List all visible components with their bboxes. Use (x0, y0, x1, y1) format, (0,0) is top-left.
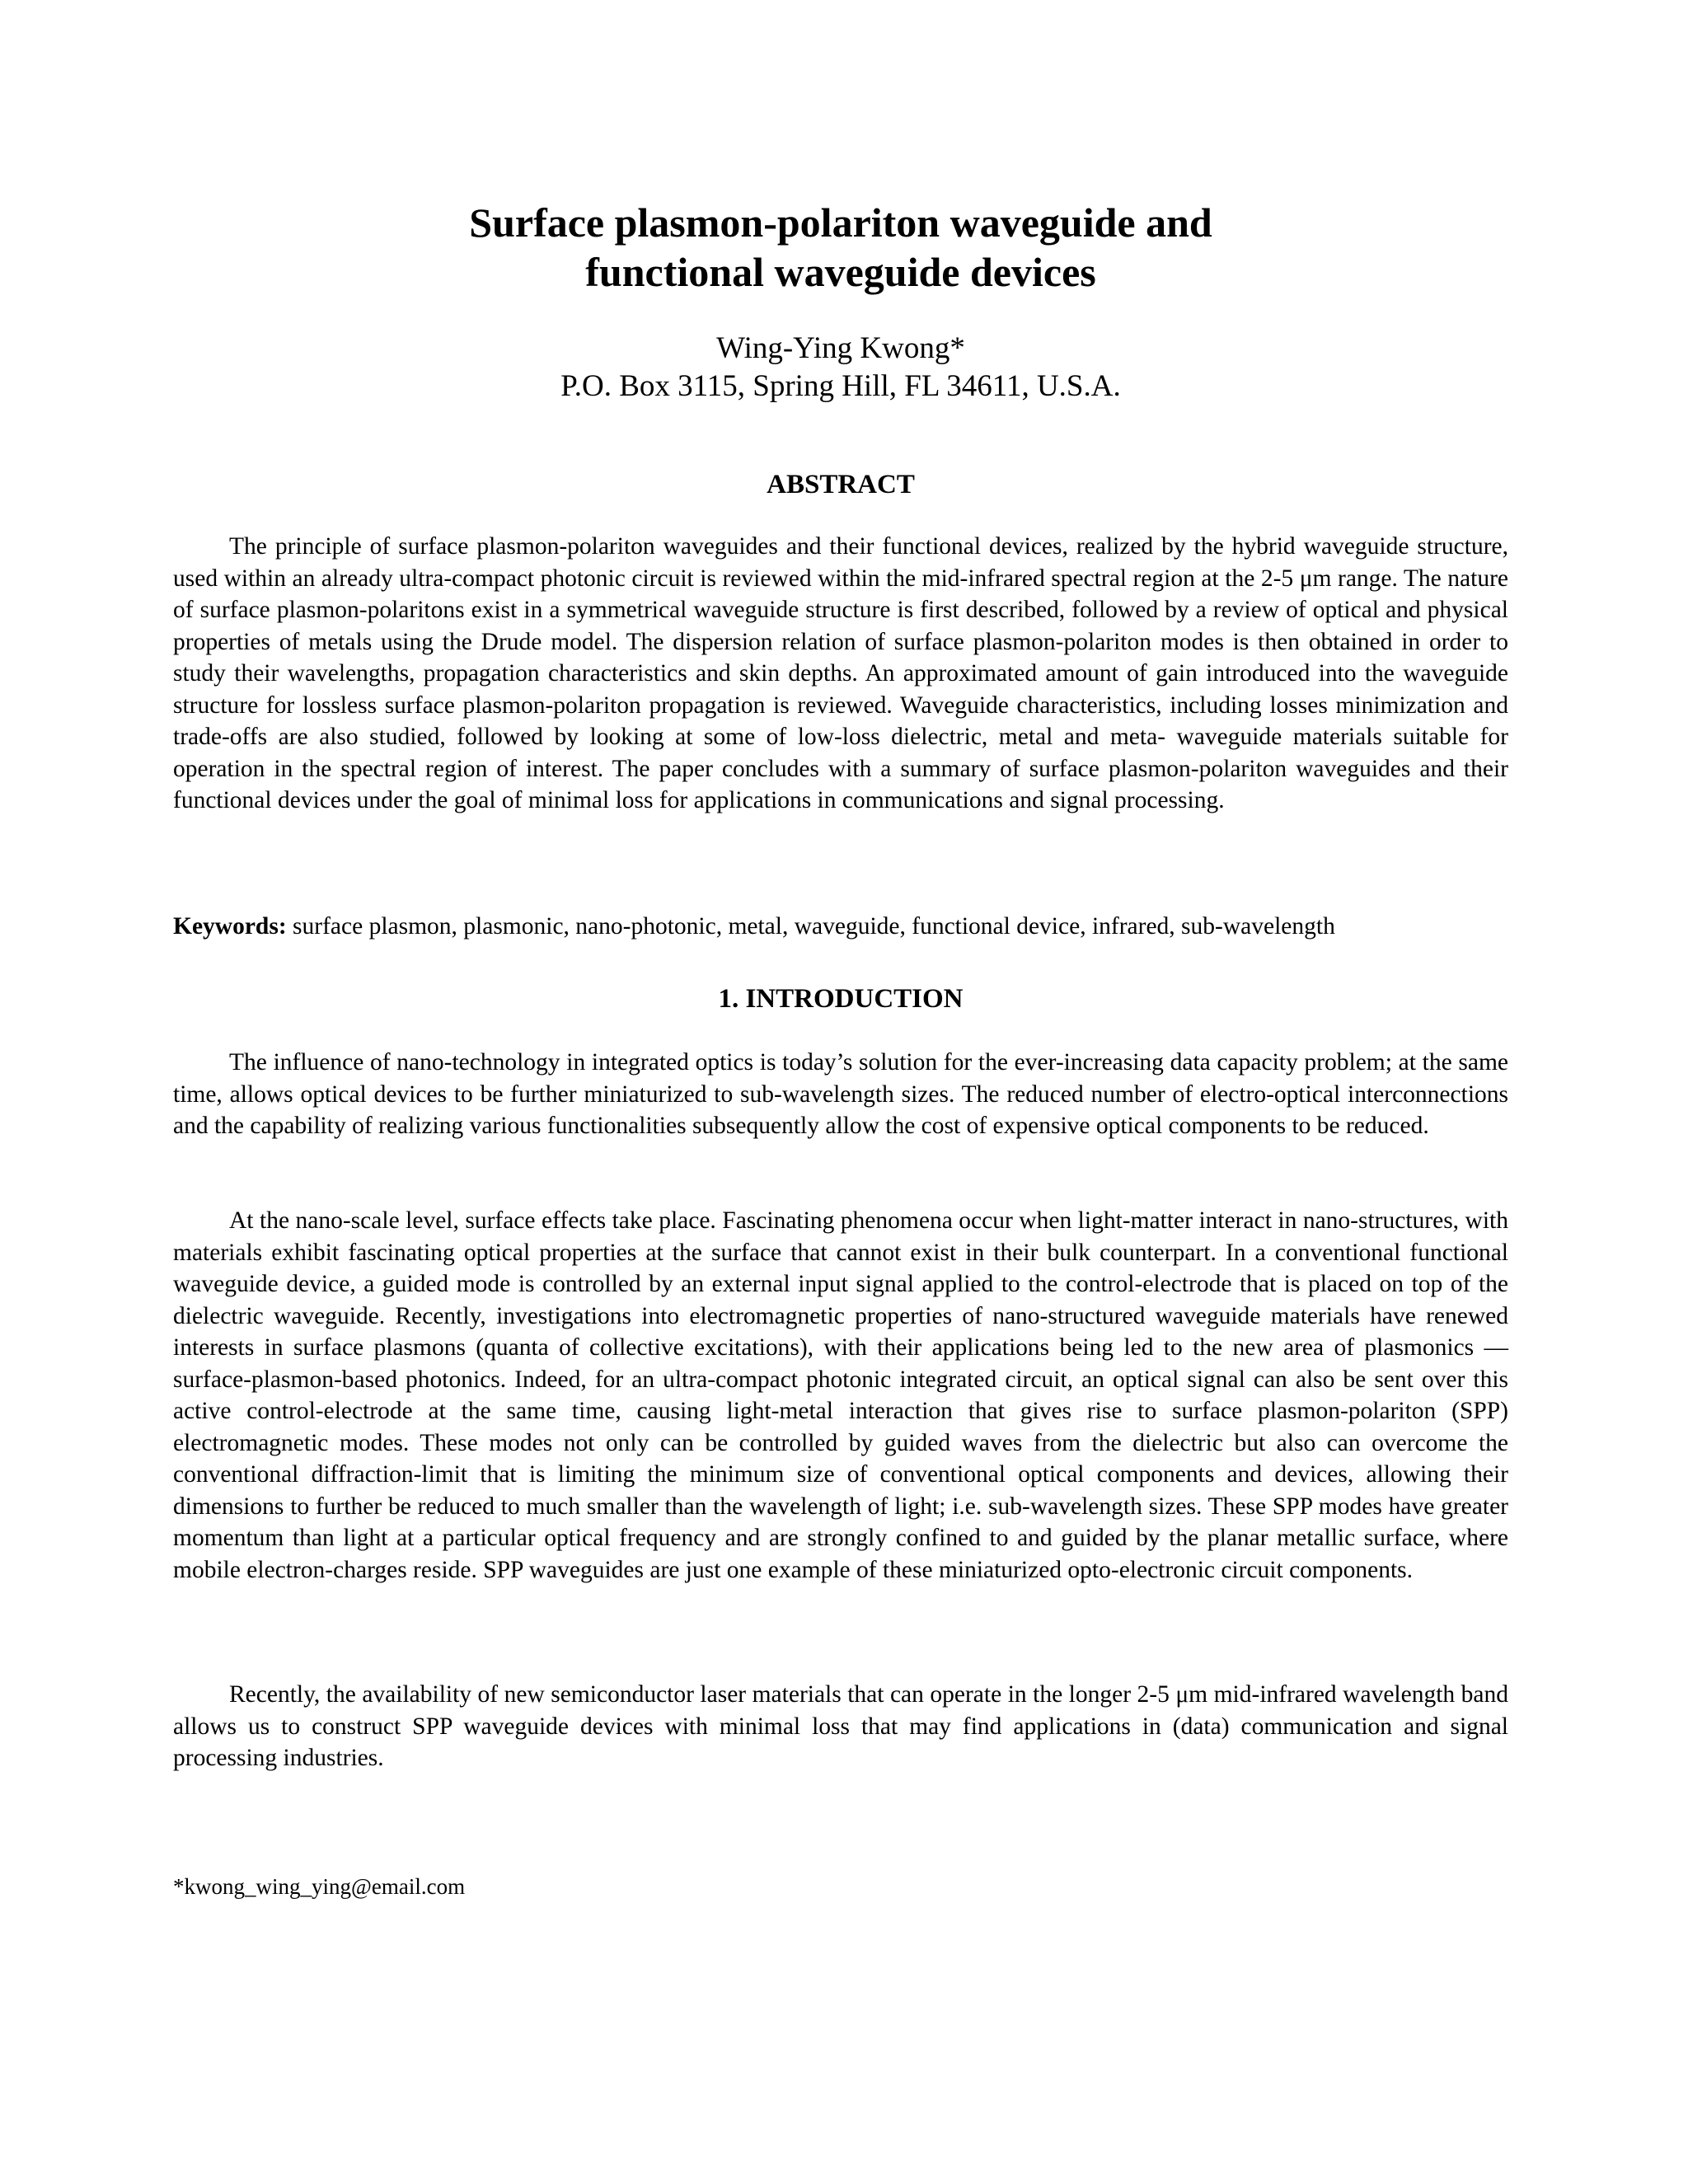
title-line-2: functional waveguide devices (585, 249, 1096, 295)
introduction-heading: 1. INTRODUCTION (718, 984, 964, 1014)
abstract-heading: ABSTRACT (767, 470, 915, 499)
intro-paragraph-3: Recently, the availability of new semiconductor laser materials that can operate in the longer 2-5 μm mid-infrared wavelength band allows us to construct SPP waveguide devices with minimal loss that may find applications in (data) communication and signal processing industries. (173, 1681, 1508, 1771)
title-line-1: Surface plasmon-polariton waveguide and (469, 199, 1212, 246)
paper-title (173, 198, 1508, 297)
author-email-footnote: *kwong_wing_ying@email.com (173, 1874, 466, 1899)
keywords-text: surface plasmon, plasmonic, nano-photonic, metal, waveguide, functional device, infrared, sub-wavelength (286, 913, 1335, 940)
author-name: Wing-Ying Kwong* (716, 331, 965, 365)
keywords-line (173, 911, 1508, 943)
author-block (173, 330, 1508, 405)
keywords-label: Keywords: (173, 913, 287, 940)
intro-paragraph-2: At the nano-scale level, surface effects take place. Fascinating phenomena occur when light-matter interact in nano-structures, with materials exhibit fascinating optical properties at the surface that cannot exist in their bulk counterpart. In a conventional functional waveguide device, a guided mode is controlled by an external input signal applied to the control-electrode that is placed on top of the dielectric waveguide. Recently, investigations into electromagnetic properties of nano-structured waveguide materials have renewed interests in surface plasmons (quanta of collective excitations), with their applications being led to the new area of plasmonics — surface-plasmon-based photonics. Indeed, for an ultra-compact photonic integrated circuit, an optical signal can also be sent over this active control-electrode at the same time, causing light-metal interaction that gives rise to surface plasmon-polariton (SPP) electromagnetic modes. These modes not only can be controlled by guided waves from the dielectric but also can overcome the conventional diffraction-limit that is limiting the minimum size of conventional optical components and devices, allowing their dimensions to further be reduced to much smaller than the wavelength of light; i.e. sub-wavelength sizes. These SPP modes have greater momentum than light at a particular optical frequency and are strongly confined to and guided by the planar metallic surface, where mobile electron-charges reside. SPP waveguides are just one example of these miniaturized opto-electronic circuit components. (173, 1207, 1508, 1583)
intro-paragraph-1: The influence of nano-technology in integrated optics is today’s solution for the ever-increasing data capacity problem; at the same time, allows optical devices to be further miniaturized to sub-wavelength sizes. The reduced number of electro-optical interconnections and the capability of realizing various functionalities subsequently allow the cost of expensive optical components to be reduced. (173, 1049, 1508, 1139)
abstract-paragraph: The principle of surface plasmon-polariton waveguides and their functional devices, realized by the hybrid waveguide structure, used within an already ultra-compact photonic circuit is reviewed within the mid-infrared spectral region at the 2-5 μm range. The nature of surface plasmon-polaritons exist in a symmetrical waveguide structure is first described, followed by a review of optical and physical properties of metals using the Drude model. The dispersion relation of surface plasmon-polariton modes is then obtained in order to study their wavelengths, propagation characteristics and skin depths. An approximated amount of gain introduced into the waveguide structure for lossless surface plasmon-polariton propagation is reviewed. Waveguide characteristics, including losses minimization and trade-offs are also studied, followed by looking at some of low-loss dielectric, metal and meta- waveguide materials suitable for operation in the spectral region of interest. The paper concludes with a summary of surface plasmon-polariton waveguides and their functional devices under the goal of minimal loss for applications in communications and signal processing. (173, 533, 1508, 813)
author-address: P.O. Box 3115, Spring Hill, FL 34611, U.S.A. (560, 369, 1121, 403)
